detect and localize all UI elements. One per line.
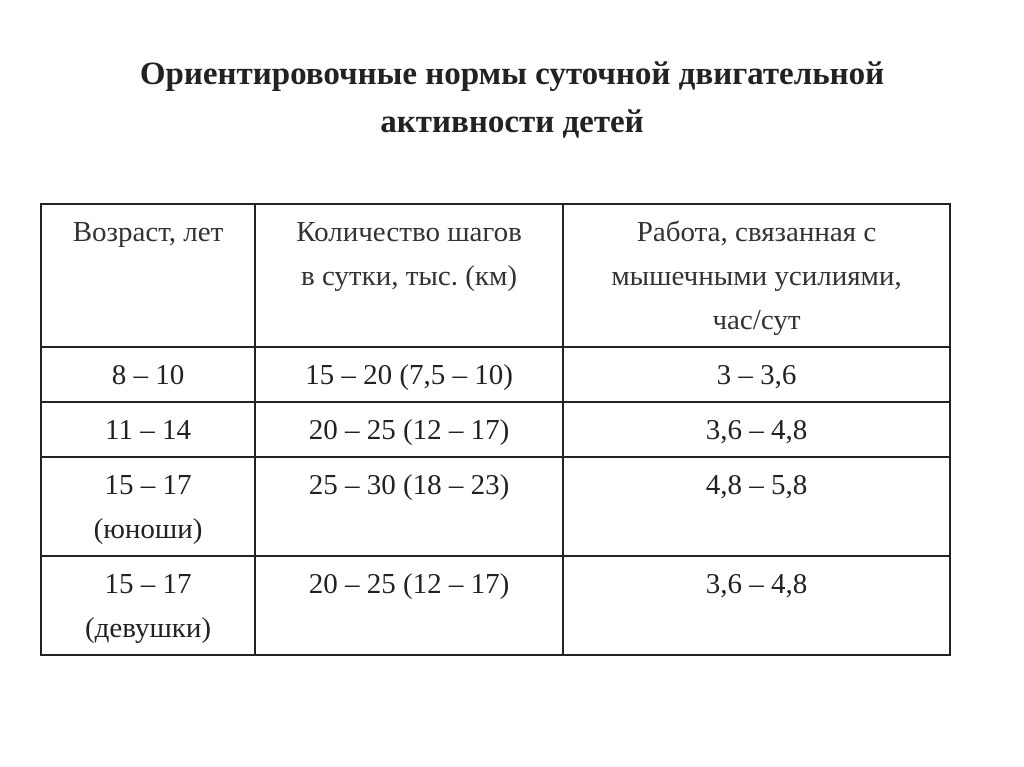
header-age <box>41 204 255 347</box>
cell-age <box>41 347 255 402</box>
table-row <box>41 457 950 556</box>
cell-age <box>41 556 255 655</box>
cell-age <box>41 402 255 457</box>
cell-steps: 15 – 20 (7,5 – 10) <box>255 347 563 402</box>
header-work-line-3: час/сут <box>712 304 801 336</box>
cell-steps: 20 – 25 (12 – 17) <box>255 402 563 457</box>
cell-age <box>41 457 255 556</box>
header-age-line: Возраст, лет <box>72 216 224 248</box>
cell-work: 4,8 – 5,8 <box>563 457 950 556</box>
cell-steps: 25 – 30 (18 – 23) <box>255 457 563 556</box>
cell-age-line: 15 – 17 <box>104 568 192 600</box>
header-steps-line-2: в сутки, тыс. (км) <box>301 260 517 292</box>
cell-work: 3,6 – 4,8 <box>563 556 950 655</box>
cell-age-line: 11 – 14 <box>105 414 191 446</box>
table-row <box>41 402 950 457</box>
cell-steps: 20 – 25 (12 – 17) <box>255 556 563 655</box>
header-work <box>563 204 950 347</box>
header-work-line-1: Работа, связанная с <box>636 216 877 248</box>
activity-norms-table <box>40 203 951 656</box>
table-header-row <box>41 204 950 347</box>
header-steps-line-1: Количество шагов <box>296 216 522 248</box>
header-work-line-2: мышечными усилиями, <box>611 260 902 292</box>
slide-title-line-2: активности детей <box>380 104 644 140</box>
cell-age-line: 15 – 17 <box>104 469 192 501</box>
slide-title-line-1: Ориентировочные нормы суточной двигательной <box>139 56 885 92</box>
cell-age-line: 8 – 10 <box>111 359 185 391</box>
table-row <box>41 347 950 402</box>
cell-work: 3,6 – 4,8 <box>563 402 950 457</box>
header-steps <box>255 204 563 347</box>
slide-title <box>0 50 1024 146</box>
cell-age-note: (девушки) <box>84 612 212 644</box>
cell-age-note: (юноши) <box>93 513 203 545</box>
table-row <box>41 556 950 655</box>
cell-work: 3 – 3,6 <box>563 347 950 402</box>
